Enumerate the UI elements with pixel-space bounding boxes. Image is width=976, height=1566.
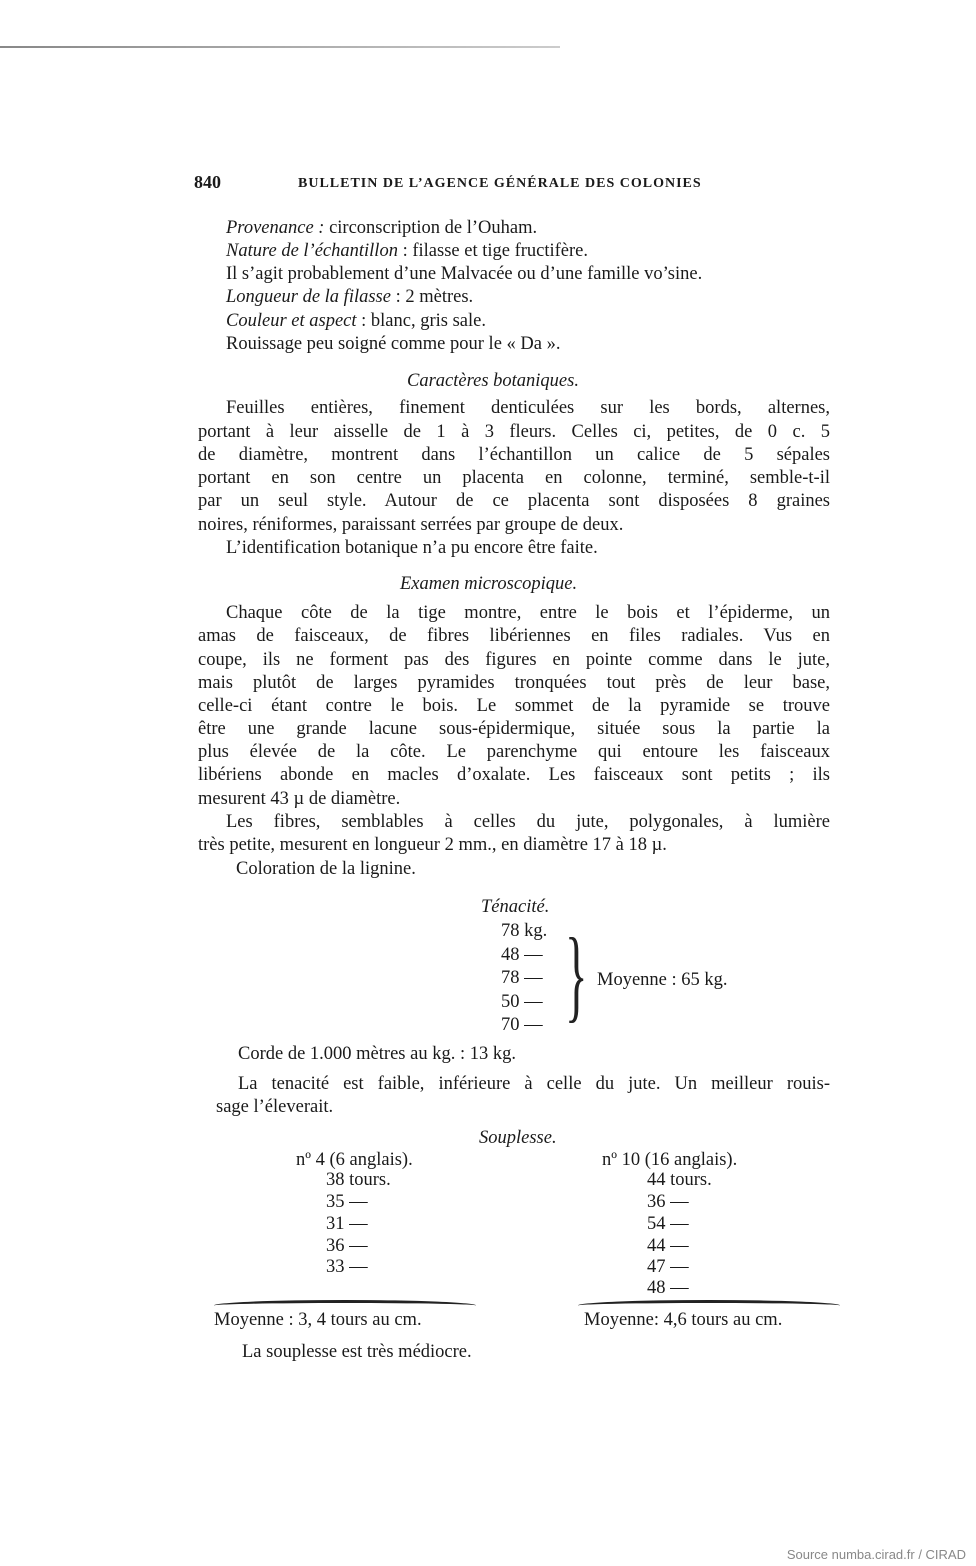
section-title-microscopique: Examen microscopique. (400, 574, 578, 594)
tenacite-moyenne: Moyenne : 65 kg. (597, 970, 728, 990)
intro-line (226, 285, 473, 309)
paragraph-line: très petite, mesurent en longueur 2 mm., en diamètre 17 à 18 µ. (198, 835, 667, 855)
souplesse-left-value: 36 — (326, 1236, 368, 1256)
section-title-botanique: Caractères botaniques. (407, 371, 579, 391)
paragraph-line: L’identification botanique n’a pu encore être faite. (226, 538, 598, 558)
souplesse-right-heading: nº 10 (16 anglais). (602, 1150, 738, 1170)
souplesse-right-value: 44 — (647, 1236, 689, 1256)
intro-label: Longueur de la filasse (226, 287, 391, 307)
souplesse-left-value: 35 — (326, 1192, 368, 1212)
souplesse-right-value: 44 tours. (647, 1170, 712, 1190)
running-title: BULLETIN DE L’AGENCE GÉNÉRALE DES COLONIES (298, 176, 702, 191)
paragraph-line: Chaque côte de la tige montre, entre le bois et l’épiderme, un (226, 603, 830, 623)
paragraph-line: noires, réniformes, paraissant serrées par groupe de deux. (198, 515, 624, 535)
source-footer: Source numba.cirad.fr / CIRAD (786, 1547, 966, 1562)
right-brace: } (565, 917, 588, 1032)
tenacite-value: 78 kg. (501, 921, 548, 941)
page-number: 840 (194, 172, 221, 192)
paragraph-line: libériens abonde en macles d’oxalate. Les faisceaux sont petits ; ils (198, 765, 830, 785)
intro-text: circonscription de l’Ouham. (324, 218, 538, 238)
souplesse-left-moyenne: Moyenne : 3, 4 tours au cm. (214, 1310, 422, 1330)
paragraph-line: Les fibres, semblables à celles du jute, polygonales, à lumière (226, 812, 830, 832)
paragraph-line: La tenacité est faible, inférieure à celle du jute. Un meilleur rouis- (238, 1074, 830, 1094)
souplesse-right-value: 54 — (647, 1214, 689, 1234)
souplesse-right-moyenne: Moyenne: 4,6 tours au cm. (584, 1310, 783, 1330)
intro-label: Nature de l’échantillon (226, 241, 398, 261)
intro-text: : filasse et tige fructifère. (397, 241, 589, 261)
tenacite-value: 70 — (501, 1015, 543, 1035)
paragraph-line: par un seul style. Autour de ce placenta sont disposées 8 graines (198, 491, 830, 511)
scan-edge-line (0, 46, 560, 48)
tenacite-corde: Corde de 1.000 mètres au kg. : 13 kg. (238, 1044, 516, 1064)
paragraph-line: Feuilles entières, finement denticulées sur les bords, alternes, (226, 398, 830, 418)
intro-line (226, 216, 537, 240)
souplesse-left-heading: nº 4 (6 anglais). (296, 1150, 413, 1170)
tenacite-value: 48 — (501, 945, 543, 965)
paragraph-line: plus élevée de la côte. Le parenchyme qui entoure les faisceaux (198, 742, 830, 762)
paragraph-line: celle-ci étant contre le bois. Le sommet de la pyramide se trouve (198, 696, 830, 716)
tenacite-value: 78 — (501, 968, 543, 988)
intro-label: Couleur et aspect (226, 311, 357, 331)
intro-text: : 2 mètres. (390, 287, 474, 307)
souplesse-conclusion: La souplesse est très médiocre. (242, 1342, 472, 1362)
paragraph-line: portant en son centre un placenta en colonne, terminé, semble-t-il (198, 468, 830, 488)
paragraph-line: être une grande lacune sous-épidermique, située sous la partie la (198, 719, 830, 739)
paragraph-line: sage l’éleverait. (216, 1097, 334, 1117)
intro-line: Rouissage peu soigné comme pour le « Da ». (226, 334, 561, 354)
paragraph-line: mesurent 43 µ de diamètre. (198, 789, 401, 809)
souplesse-right-value: 48 — (647, 1278, 689, 1298)
intro-text: : blanc, gris sale. (356, 311, 486, 331)
section-title-tenacite: Ténacité. (481, 897, 550, 917)
paragraph-line: amas de faisceaux, de fibres libériennes en files radiales. Vus en (198, 626, 830, 646)
section-title-souplesse: Souplesse. (479, 1128, 557, 1148)
souplesse-right-value: 47 — (647, 1257, 689, 1277)
souplesse-left-value: 33 — (326, 1257, 368, 1277)
souplesse-right-value: 36 — (647, 1192, 689, 1212)
intro-label: Provenance : (226, 218, 325, 238)
paragraph-line: portant à leur aisselle de 1 à 3 fleurs. Celles ci, petites, de 0 c. 5 (198, 422, 830, 442)
tenacite-value: 50 — (501, 992, 543, 1012)
intro-line (226, 309, 486, 333)
intro-line (226, 239, 588, 263)
paragraph-line: coupe, ils ne forment pas des figures en pointe comme dans le jute, (198, 650, 830, 670)
souplesse-left-value: 31 — (326, 1214, 368, 1234)
intro-line: Il s’agit probablement d’une Malvacée ou d’une famille vo’sine. (226, 264, 703, 284)
souplesse-left-value: 38 tours. (326, 1170, 391, 1190)
paragraph-line: de diamètre, montrent dans l’échantillon un calice de 5 sépales (198, 445, 830, 465)
paragraph-line: mais plutôt de larges pyramides tronquées tout près de leur base, (198, 673, 830, 693)
paragraph-line: Coloration de la lignine. (236, 859, 416, 879)
